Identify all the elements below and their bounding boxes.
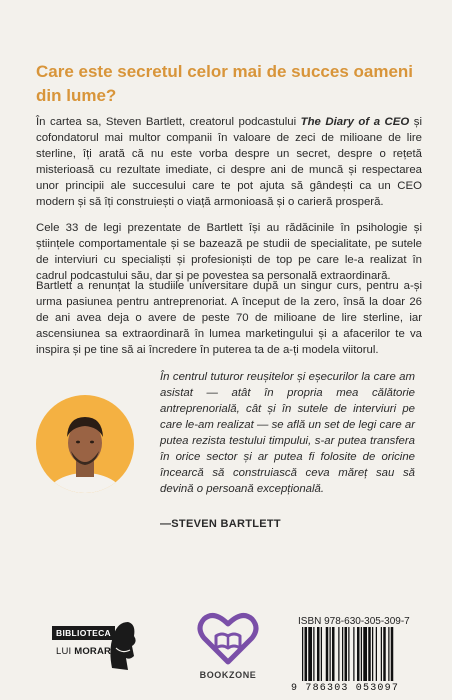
- paragraph-1-before: În cartea sa, Steven Bartlett, creatorul podcastului: [36, 116, 301, 128]
- publisher1-line2: LUI MORAR: [56, 646, 112, 657]
- author-quote: În centrul tuturor reușitelor și eșecurilor la care am asistat — atât în propria mea călătorie antreprenorială, cât și în sutele de interviuri pe care le-am realizat — se află un set de legi care ar putea rezista testului timpului, s-ar putea transfera în orice sector și ar putea fi folosite de oricine încearcă să construiască ceva măreț sau să devină o persoană excepțională.: [160, 371, 415, 495]
- paragraph-3: Bartlett a renunțat la studiile universitare după un singur curs, pentru a-și urma pasiunea pentru antreprenoriat. A început de la zero, însă la doar 26 de ani avea deja o avere de peste 70 de milioane de lire sterline, iar ascensiunea sa extraordinară în lumea marketingului și a afacerilor te va inspira și pe tine să ai încredere în puterea ta de a-ți modela viitorul.: [36, 280, 422, 356]
- paragraph-1-after: și cofondatorul mai multor companii în valoare de zeci de milioane de lire sterline, îți arată că nu este vorba despre un secret, despre o rețetă misterioasă cu rezultate imediate, ci despre ani de muncă și respectarea unor principii ale succesului care te pot ajuta să gândești ca un CEO modern și să îți construiești o viață armonioasă și o carieră prosperă.: [36, 116, 422, 208]
- biblioteca-lui-morar-logo: [42, 608, 142, 678]
- author-portrait: [36, 395, 134, 493]
- barcode: [302, 627, 424, 681]
- barcode-digits: 9 786303 053097: [291, 683, 400, 694]
- publisher2-name: BOOKZONE: [199, 670, 257, 680]
- bookzone-logo: [196, 606, 260, 688]
- publisher1-line1: BIBLIOTECA: [52, 626, 115, 640]
- isbn-label: ISBN 978-630-305-309-7: [298, 616, 410, 627]
- paragraph-1: [36, 114, 422, 210]
- quote-author: —STEVEN BARTLETT: [160, 518, 281, 530]
- paragraph-2: Cele 33 de legi prezentate de Bartlett își au rădăcinile în psihologie și științele comportamentale și se bazează pe studii de specialitate, pe sutele de interviuri cu specialiști și profesioniști de top pe care le-a realizat în cadrul podcastului său, dar și pe povestea sa personală extraordinară.: [36, 222, 422, 282]
- book-title: The Diary of a CEO: [300, 116, 410, 128]
- headline: Care este secretul celor mai de succes oameni din lume?: [36, 62, 414, 105]
- heart-book-icon: [196, 606, 260, 670]
